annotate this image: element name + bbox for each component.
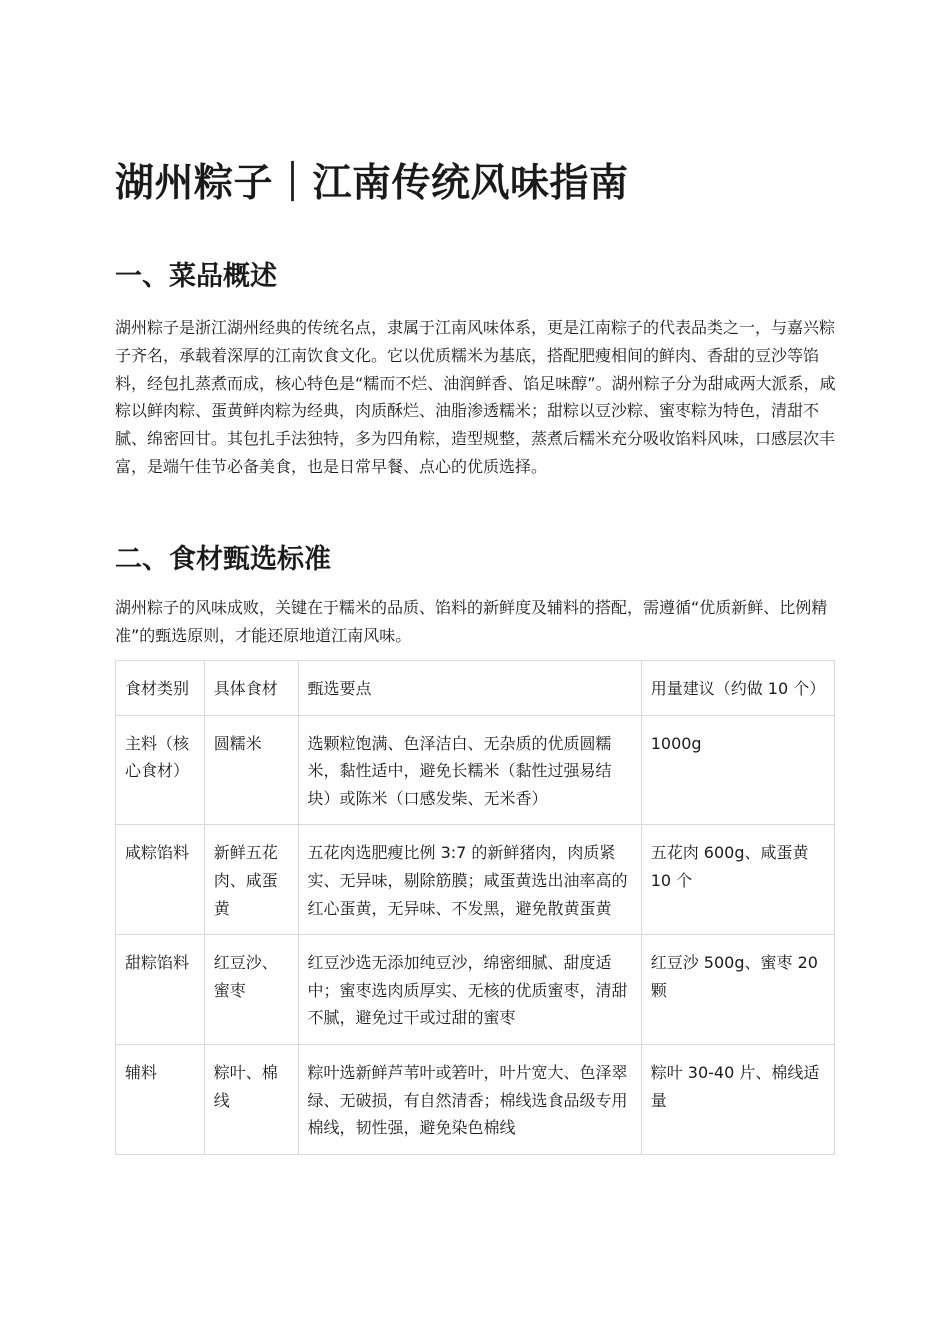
section-heading-overview: 一、菜品概述 [115,261,277,292]
table-cell: 粽叶选新鲜芦苇叶或箬叶，叶片宽大、色泽翠绿、无破损，有自然清香；棉线选食品级专用棉线，韧性强，避免染色棉线 [298,1044,641,1154]
table-header-cell: 用量建议（约做 10 个） [641,661,834,716]
table-cell: 红豆沙选无添加纯豆沙，绵密细腻、甜度适中；蜜枣选肉质厚实、无核的优质蜜枣，清甜不腻，避免过干或过甜的蜜枣 [298,935,641,1045]
table-cell: 选颗粒饱满、色泽洁白、无杂质的优质圆糯米，黏性适中，避免长糯米（黏性过强易结块）或陈米（口感发柴、无米香） [298,715,641,825]
table-cell: 甜粽馅料 [116,935,205,1045]
section-heading-ingredients: 二、食材甄选标准 [115,544,331,575]
ingredients-table [115,660,835,1155]
table-cell: 粽叶 30-40 片、棉线适量 [641,1044,834,1154]
table-row [116,825,835,935]
table-cell: 圆糯米 [204,715,298,825]
table-row [116,935,835,1045]
table-cell: 咸粽馅料 [116,825,205,935]
table-cell: 红豆沙、蜜枣 [204,935,298,1045]
table-cell: 主料（核心食材） [116,715,205,825]
table-cell: 辅料 [116,1044,205,1154]
table-cell: 新鲜五花肉、咸蛋黄 [204,825,298,935]
table-header-cell: 食材类别 [116,661,205,716]
table-cell: 五花肉 600g、咸蛋黄 10 个 [641,825,834,935]
section-paragraph-ingredients: 湖州粽子的风味成败，关键在于糯米的品质、馅料的新鲜度及辅料的搭配，需遵循“优质新鲜、比例精准”的甄选原则，才能还原地道江南风味。 [115,598,828,645]
table-row [116,1044,835,1154]
table-cell: 粽叶、棉线 [204,1044,298,1154]
table-cell: 五花肉选肥瘦比例 3:7 的新鲜猪肉，肉质紧实、无异味，剔除筋膜；咸蛋黄选出油率高的红心蛋黄，无异味、不发黑，避免散黄蛋黄 [298,825,641,935]
table-row [116,715,835,825]
table-cell: 红豆沙 500g、蜜枣 20 颗 [641,935,834,1045]
table-cell: 1000g [641,715,834,825]
section-paragraph-overview: 湖州粽子是浙江湖州经典的传统名点，隶属于江南风味体系，更是江南粽子的代表品类之一，与嘉兴粽子齐名，承载着深厚的江南饮食文化。它以优质糯米为基底，搭配肥瘦相间的鲜肉、香甜的豆沙等馅料，经包扎蒸煮而成，核心特色是“糯而不烂、油润鲜香、馅足味醇”。湖州粽子分为甜咸两大派系，咸粽以鲜肉粽、蛋黄鲜肉粽为经典，肉质酥烂、油脂渗透糯米；甜粽以豆沙粽、蜜枣粽为特色，清甜不腻、绵密回甘。其包扎手法独特，多为四角粽，造型规整，蒸煮后糯米充分吸收馅料风味，口感层次丰富，是端午佳节必备美食，也是日常早餐、点心的优质选择。 [115,318,836,476]
table-header-cell: 甄选要点 [298,661,641,716]
table-header-cell: 具体食材 [204,661,298,716]
table-header-row [116,661,835,716]
page-title: 湖州粽子｜江南传统风味指南 [115,161,629,206]
